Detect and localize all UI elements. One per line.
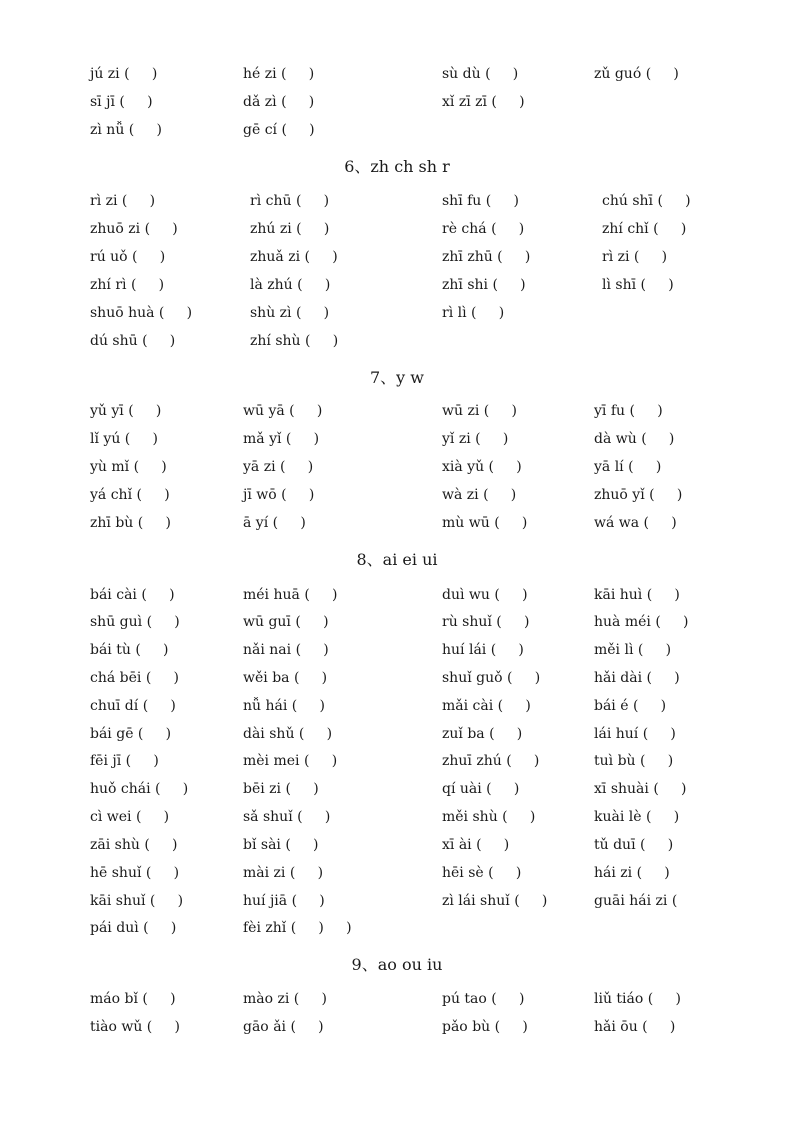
section-heading: 8、ai ei ui: [356, 550, 438, 569]
pinyin-item: měi shù ( ): [442, 809, 536, 825]
exercise-row: [0, 725, 794, 753]
exercise-row: [0, 332, 794, 360]
pinyin-item: bái gē ( ): [90, 726, 172, 742]
pinyin-item: cì wei ( ): [90, 809, 170, 825]
pinyin-item: dú shū ( ): [90, 333, 176, 349]
pinyin-item: rì chū ( ): [250, 193, 330, 209]
exercise-row: [0, 248, 794, 276]
exercise-row: [0, 892, 794, 920]
pinyin-item: zhuō zi ( ): [90, 221, 178, 237]
exercise-row: [0, 752, 794, 780]
pinyin-item: hái zi ( ): [594, 865, 670, 881]
exercise-row: [0, 613, 794, 641]
pinyin-item: wá wa ( ): [594, 515, 677, 531]
exercise-row: [0, 220, 794, 248]
pinyin-item: zhuī zhú ( ): [442, 753, 540, 769]
pinyin-item: yǐ zi ( ): [442, 431, 509, 447]
pinyin-item: lái huí ( ): [594, 726, 676, 742]
pinyin-item: zì nǚ ( ): [90, 122, 162, 138]
pinyin-item: hǎi dài ( ): [594, 670, 680, 686]
pinyin-item: wěi ba ( ): [243, 670, 328, 686]
pinyin-item: zhú zi ( ): [250, 221, 330, 237]
pinyin-item: chú shī ( ): [602, 193, 691, 209]
section-heading: 6、zh ch sh r: [344, 157, 450, 176]
pinyin-item: jú zi ( ): [90, 66, 158, 82]
exercise-row: [0, 836, 794, 864]
pinyin-item: qí uài ( ): [442, 781, 520, 797]
exercise-row: [0, 402, 794, 430]
pinyin-item: kuài lè ( ): [594, 809, 680, 825]
pinyin-item: zhuǎ zi ( ): [250, 249, 338, 265]
pinyin-item: shuō huà ( ): [90, 305, 193, 321]
exercise-row: [0, 121, 794, 149]
pinyin-item: xī shuài ( ): [594, 781, 687, 797]
pinyin-item: là zhú ( ): [250, 277, 331, 293]
pinyin-item: ā yí ( ): [243, 515, 306, 531]
pinyin-item: xià yǔ ( ): [442, 459, 522, 475]
exercise-row: [0, 864, 794, 892]
pinyin-item: shū guì ( ): [90, 614, 180, 630]
exercise-row: [0, 458, 794, 486]
pinyin-item: zhí chǐ ( ): [602, 221, 687, 237]
pinyin-item: máo bǐ ( ): [90, 991, 176, 1007]
pinyin-item: zhí rì ( ): [90, 277, 165, 293]
exercise-row: [0, 919, 794, 947]
pinyin-item: zāi shù ( ): [90, 837, 178, 853]
pinyin-item: huí jiā ( ): [243, 893, 325, 909]
exercise-row: [0, 1018, 794, 1046]
pinyin-item: zì lái shuǐ ( ): [442, 893, 548, 909]
pinyin-item: sù dù ( ): [442, 66, 519, 82]
pinyin-item: mào zi ( ): [243, 991, 327, 1007]
pinyin-item: yā zi ( ): [243, 459, 314, 475]
pinyin-item: nǎi nai ( ): [243, 642, 329, 658]
pinyin-item: rì zi ( ): [602, 249, 668, 265]
exercise-row: [0, 65, 794, 93]
pinyin-item: nǚ hái ( ): [243, 698, 325, 714]
pinyin-item: fèi zhǐ ( ) ): [243, 920, 352, 936]
pinyin-item: zhī bù ( ): [90, 515, 171, 531]
section-heading: 7、y w: [369, 368, 424, 387]
pinyin-item: zuǐ ba ( ): [442, 726, 523, 742]
pinyin-item: bái tù ( ): [90, 642, 169, 658]
pinyin-item: méi huā ( ): [243, 587, 338, 603]
exercise-row: [0, 192, 794, 220]
exercise-row: [0, 669, 794, 697]
pinyin-item: wū yā ( ): [243, 403, 323, 419]
pinyin-item: mèi mei ( ): [243, 753, 338, 769]
pinyin-item: mǎi cài ( ): [442, 698, 531, 714]
pinyin-item: xǐ zī zī ( ): [442, 94, 525, 110]
pinyin-item: hēi sè ( ): [442, 865, 522, 881]
pinyin-item: yǔ yī ( ): [90, 403, 162, 419]
pinyin-item: yù mǐ ( ): [90, 459, 167, 475]
pinyin-item: bǐ sài ( ): [243, 837, 319, 853]
pinyin-item: zhī shi ( ): [442, 277, 526, 293]
pinyin-item: rì lì ( ): [442, 305, 505, 321]
pinyin-item: guāi hái zi (: [594, 893, 678, 909]
pinyin-item: mǎ yǐ ( ): [243, 431, 320, 447]
pinyin-item: tǔ duī ( ): [594, 837, 674, 853]
pinyin-item: hǎi ōu ( ): [594, 1019, 676, 1035]
pinyin-item: shī fu ( ): [442, 193, 519, 209]
exercise-row: [0, 486, 794, 514]
pinyin-item: dài shǔ ( ): [243, 726, 333, 742]
exercise-row: [0, 514, 794, 542]
pinyin-item: dǎ zì ( ): [243, 94, 315, 110]
pinyin-item: sī jī ( ): [90, 94, 153, 110]
pinyin-item: bái é ( ): [594, 698, 667, 714]
exercise-row: [0, 276, 794, 304]
pinyin-item: yā lí ( ): [594, 459, 662, 475]
pinyin-item: mù wū ( ): [442, 515, 528, 531]
pinyin-item: lǐ yú ( ): [90, 431, 158, 447]
exercise-row: [0, 990, 794, 1018]
pinyin-item: tiào wǔ ( ): [90, 1019, 180, 1035]
pinyin-item: rú uǒ ( ): [90, 249, 166, 265]
pinyin-item: pǎo bù ( ): [442, 1019, 528, 1035]
pinyin-item: gāo ǎi ( ): [243, 1019, 324, 1035]
exercise-row: [0, 808, 794, 836]
pinyin-item: shù zì ( ): [250, 305, 330, 321]
pinyin-item: yá chǐ ( ): [90, 487, 170, 503]
pinyin-item: lì shī ( ): [602, 277, 674, 293]
exercise-row: [0, 641, 794, 669]
pinyin-item: huí lái ( ): [442, 642, 524, 658]
pinyin-item: zhí shù ( ): [250, 333, 339, 349]
exercise-row: [0, 304, 794, 332]
pinyin-item: wū zi ( ): [442, 403, 517, 419]
pinyin-item: fēi jī ( ): [90, 753, 159, 769]
pinyin-item: chuī dí ( ): [90, 698, 176, 714]
pinyin-item: wū guī ( ): [243, 614, 329, 630]
pinyin-item: zhī zhū ( ): [442, 249, 531, 265]
pinyin-item: shuǐ guǒ ( ): [442, 670, 541, 686]
pinyin-item: hé zi ( ): [243, 66, 315, 82]
pinyin-item: pú tao ( ): [442, 991, 525, 1007]
pinyin-item: bēi zi ( ): [243, 781, 319, 797]
pinyin-item: huà méi ( ): [594, 614, 689, 630]
pinyin-item: zǔ guó ( ): [594, 66, 679, 82]
pinyin-item: rù shuǐ ( ): [442, 614, 530, 630]
pinyin-item: chá bēi ( ): [90, 670, 180, 686]
exercise-row: [0, 93, 794, 121]
exercise-row: [0, 430, 794, 458]
pinyin-item: kāi huì ( ): [594, 587, 680, 603]
pinyin-item: pái duì ( ): [90, 920, 177, 936]
pinyin-item: duì wu ( ): [442, 587, 528, 603]
pinyin-item: yī fu ( ): [594, 403, 663, 419]
pinyin-item: rì zi ( ): [90, 193, 156, 209]
pinyin-item: jī wō ( ): [243, 487, 315, 503]
pinyin-item: kāi shuǐ ( ): [90, 893, 184, 909]
section-heading: 9、ao ou iu: [351, 955, 443, 974]
pinyin-item: měi lì ( ): [594, 642, 672, 658]
pinyin-item: liǔ tiáo ( ): [594, 991, 681, 1007]
exercise-row: [0, 586, 794, 614]
pinyin-item: mài zi ( ): [243, 865, 324, 881]
pinyin-item: rè chá ( ): [442, 221, 525, 237]
pinyin-item: xī ài ( ): [442, 837, 510, 853]
pinyin-item: bái cài ( ): [90, 587, 175, 603]
exercise-row: [0, 697, 794, 725]
pinyin-item: huǒ chái ( ): [90, 781, 189, 797]
exercise-row: [0, 780, 794, 808]
pinyin-item: dà wù ( ): [594, 431, 675, 447]
pinyin-item: sǎ shuǐ ( ): [243, 809, 331, 825]
pinyin-item: gē cí ( ): [243, 122, 315, 138]
pinyin-item: tuì bù ( ): [594, 753, 674, 769]
pinyin-item: hē shuǐ ( ): [90, 865, 180, 881]
pinyin-item: zhuō yǐ ( ): [594, 487, 683, 503]
pinyin-item: wà zi ( ): [442, 487, 517, 503]
